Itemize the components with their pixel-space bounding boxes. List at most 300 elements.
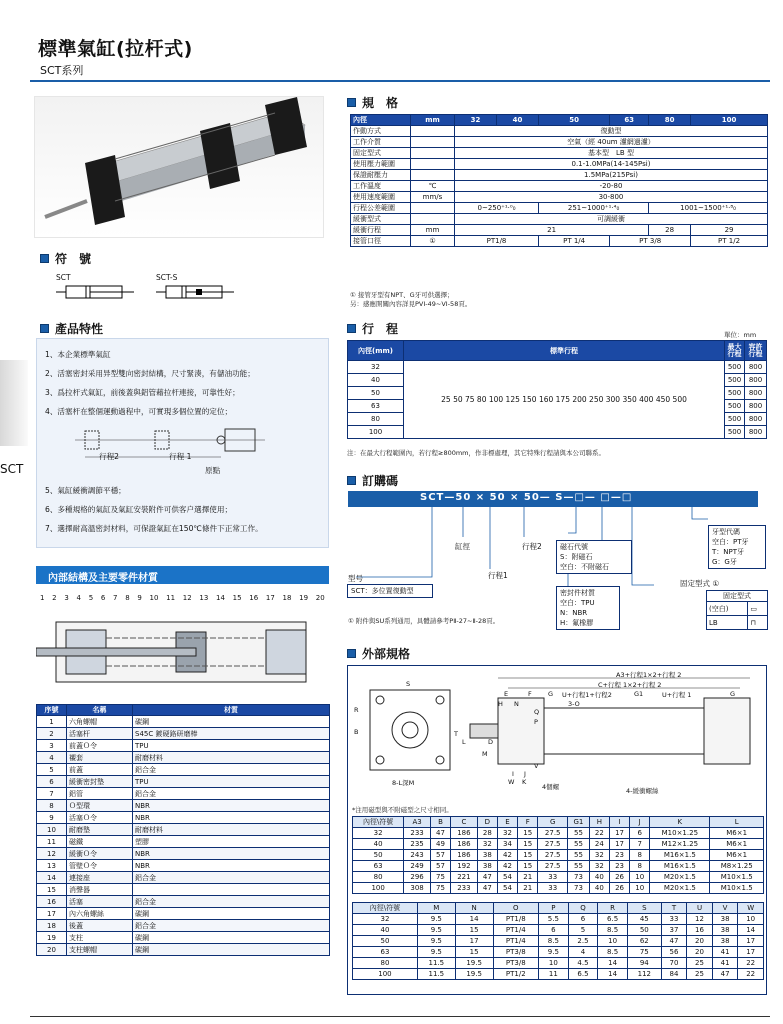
part-material: NBR xyxy=(133,812,330,824)
parts-banner: 內部結構及主要零件材質 xyxy=(36,566,329,584)
spec-value: 復動型 xyxy=(455,126,768,137)
tolerance-3: 1001~1500⁺¹·⁸₀ xyxy=(649,203,768,214)
dim-value: 32 xyxy=(477,839,497,850)
dim-value: 73 xyxy=(568,883,590,894)
dim-value: 15 xyxy=(455,947,493,958)
specs-h-32: 32 xyxy=(455,115,497,126)
dim-value: 15 xyxy=(518,828,538,839)
col-no: 序號 xyxy=(37,705,67,716)
specs-h-100: 100 xyxy=(691,115,768,126)
part-no: 2 xyxy=(37,728,67,740)
port-unit: ① xyxy=(411,236,455,247)
dim-u-total: U+行程1+行程2 xyxy=(562,691,612,699)
stroke-h-allow: 容許行程 xyxy=(745,341,767,361)
buffer-stroke-2: 28 xyxy=(649,225,691,236)
dim-value: 41 xyxy=(712,947,738,958)
stroke-h-bore: 內徑(mm) xyxy=(348,341,404,361)
dim-value: 4 xyxy=(568,947,598,958)
stroke-allow: 800 xyxy=(745,426,767,439)
dim-8l: 8-L深M xyxy=(392,779,415,787)
dim-g-right: G xyxy=(730,690,736,698)
dim-p: P xyxy=(534,718,538,726)
part-name: 六角螺帽 xyxy=(67,716,133,728)
stroke-standard-list: 25 50 75 80 100 125 150 160 175 200 250 300 350 400 450 500 xyxy=(404,361,725,439)
dimension-labels xyxy=(346,666,766,800)
scts-symbol-icon xyxy=(156,283,236,301)
cross-section-drawing xyxy=(36,594,329,698)
part-number: 15 xyxy=(232,594,242,602)
part-no: 12 xyxy=(37,848,67,860)
part-material: 碳鋼 xyxy=(133,908,330,920)
parts-row xyxy=(37,848,330,860)
part-name: 緩衝密封墊 xyxy=(67,776,133,788)
dim-value: 94 xyxy=(627,958,661,969)
spec-label: 工作介質 xyxy=(351,137,411,148)
dim-value: 15 xyxy=(518,850,538,861)
specs-row xyxy=(351,137,768,148)
stroke-heading-text: 行 程 xyxy=(362,322,399,336)
dim-value: 23 xyxy=(609,861,629,872)
dim-value: 19.5 xyxy=(455,969,493,980)
specs-h-63: 63 xyxy=(610,115,649,126)
dim-row xyxy=(353,925,764,936)
dim-value: 27.5 xyxy=(538,850,568,861)
dim-value: 6 xyxy=(630,828,650,839)
dim-value: 22 xyxy=(589,828,609,839)
dim-col-header: K xyxy=(650,817,710,828)
thread-box xyxy=(708,525,766,569)
dim-value: M20×1.5 xyxy=(650,872,710,883)
diagram-label-stroke2: 行程2 xyxy=(99,452,120,461)
part-material: TPU xyxy=(133,740,330,752)
parts-row xyxy=(37,944,330,956)
parts-row xyxy=(37,716,330,728)
dim-value: 9.5 xyxy=(539,947,569,958)
part-name: 前蓋 xyxy=(67,764,133,776)
part-name: 支柱 xyxy=(67,932,133,944)
mount-mark: ① xyxy=(712,579,720,588)
stroke-header-row xyxy=(348,341,767,361)
dim-value: 9.5 xyxy=(417,925,455,936)
dim-value: M10×1.25 xyxy=(650,828,710,839)
dim-value: 57 xyxy=(430,850,450,861)
part-number: 4 xyxy=(76,594,81,602)
part-material xyxy=(133,884,330,896)
dim-value: 20 xyxy=(687,936,713,947)
dim-t: T xyxy=(454,730,458,738)
parts-table-header xyxy=(37,705,330,716)
feature-item: 4、活塞杆在整個運動過程中，可實現多個位置的定位； xyxy=(45,407,233,416)
side-label: SCT xyxy=(0,462,24,476)
part-no: 20 xyxy=(37,944,67,956)
dim-3o: 3-O xyxy=(568,700,580,708)
dim-value: 55 xyxy=(568,861,590,872)
dim-value: 17 xyxy=(609,828,629,839)
dim-value: 27.5 xyxy=(538,828,568,839)
specs-buffer-stroke-row xyxy=(351,225,768,236)
specs-heading xyxy=(347,94,398,111)
specs-buffer-row xyxy=(351,214,768,225)
spec-label: 保證耐壓力 xyxy=(351,170,411,181)
dim-value: 308 xyxy=(404,883,431,894)
dim-value: 32 xyxy=(589,850,609,861)
section-bullet-icon xyxy=(40,324,49,333)
part-name: 耐磨墊 xyxy=(67,824,133,836)
specs-row xyxy=(351,126,768,137)
symbol-label-sct: SCT xyxy=(56,273,71,282)
parts-row xyxy=(37,872,330,884)
part-no: 16 xyxy=(37,896,67,908)
part-material: 耐磨材料 xyxy=(133,824,330,836)
dim-g-left: G xyxy=(548,690,554,698)
dim-value: 47 xyxy=(477,872,497,883)
part-name: 鋁管 xyxy=(67,788,133,800)
order-code: SCT—50 × 50 × 50— S—□— □—□ xyxy=(420,492,633,503)
specs-table xyxy=(350,114,768,247)
dim-value: 34 xyxy=(497,839,517,850)
seal-box xyxy=(556,586,620,630)
part-material: 碳鋼 xyxy=(133,944,330,956)
feature-item: 3、爲拉杆式氣缸，前後蓋與鋁管藉拉杆連接，可靠性好； xyxy=(45,388,240,397)
dim-value: 21 xyxy=(518,872,538,883)
dim-col-header: S xyxy=(627,903,661,914)
features-panel xyxy=(36,338,329,548)
stroke-allow: 800 xyxy=(745,374,767,387)
part-number: 13 xyxy=(199,594,209,602)
part-material: 鋁合金 xyxy=(133,920,330,932)
dim-e: E xyxy=(504,690,509,698)
dim-4screw: 4個螺 xyxy=(542,783,560,791)
positioning-diagram-icon xyxy=(45,425,315,475)
parts-row xyxy=(37,824,330,836)
dim-g1: G1 xyxy=(634,690,644,698)
parts-row xyxy=(37,932,330,944)
dim-value: 8 xyxy=(630,861,650,872)
specs-row xyxy=(351,170,768,181)
dim-col-header: M xyxy=(417,903,455,914)
dim-row xyxy=(353,828,764,839)
col-name: 名稱 xyxy=(67,705,133,716)
section-bullet-icon xyxy=(347,649,356,658)
parts-row xyxy=(37,764,330,776)
dim-col-header: O xyxy=(493,903,538,914)
dim-col-header: U xyxy=(687,903,713,914)
dim-value: 47 xyxy=(661,936,687,947)
dim-value: 40 xyxy=(589,883,609,894)
dim-value: 33 xyxy=(538,883,568,894)
part-material: 碳鋼 xyxy=(133,716,330,728)
section-bullet-icon xyxy=(40,254,49,263)
part-material: NBR xyxy=(133,800,330,812)
port-1: PT1/8 xyxy=(455,236,539,247)
symbol-heading-text: 符 號 xyxy=(55,252,92,266)
spec-value: 30-800 xyxy=(455,192,768,203)
spec-value: 基本型 LB 型 xyxy=(455,148,768,159)
part-number: 2 xyxy=(52,594,57,602)
dim-value: 47 xyxy=(430,828,450,839)
spec-unit xyxy=(411,170,455,181)
stroke-h-standard: 標準行程 xyxy=(404,341,725,361)
spec-value: 0.1-1.0MPa(14-145Psi) xyxy=(455,159,768,170)
dim-value: 26 xyxy=(609,872,629,883)
tolerance-label: 行程公差範圍 xyxy=(351,203,411,214)
parts-row xyxy=(37,776,330,788)
stroke-allow: 800 xyxy=(745,413,767,426)
parts-row xyxy=(37,920,330,932)
specs-h-50: 50 xyxy=(539,115,610,126)
part-number: 17 xyxy=(265,594,275,602)
part-no: 3 xyxy=(37,740,67,752)
part-number: 16 xyxy=(249,594,259,602)
order-label-bore: 缸徑 xyxy=(455,542,470,551)
dim-value: 6.5 xyxy=(598,914,628,925)
section-bullet-icon xyxy=(347,324,356,333)
dim-d: D xyxy=(488,738,494,746)
stroke-note: 注：在最大行程範圍內，若行程≥800mm，作非標處理，其它特殊行程請與本公司聯系。 xyxy=(347,449,606,457)
stroke-max: 500 xyxy=(725,413,745,426)
dim-col-header: I xyxy=(609,817,629,828)
specs-row xyxy=(351,159,768,170)
dim-value: 47 xyxy=(712,969,738,980)
dim-value: M6×1 xyxy=(710,850,764,861)
diagram-label-origin: 原點 xyxy=(205,466,221,475)
spec-unit xyxy=(411,159,455,170)
outer-note: *注用磁型與不附磁型之尺寸相同。 xyxy=(352,806,453,814)
dim-value: 10 xyxy=(539,958,569,969)
dim-bore: 63 xyxy=(353,947,418,958)
part-name: 管壁Ｏ令 xyxy=(67,860,133,872)
dim-value: 40 xyxy=(589,872,609,883)
dim-row xyxy=(353,958,764,969)
stroke-max: 500 xyxy=(725,374,745,387)
dim-value: PT1/4 xyxy=(493,936,538,947)
dim-value: 14 xyxy=(455,914,493,925)
dim-value: 16 xyxy=(687,925,713,936)
magnet-option-s: S：附磁石 xyxy=(560,553,593,561)
dim-w: W xyxy=(508,778,515,786)
part-material: 鋁合金 xyxy=(133,872,330,884)
dim-value: 8.5 xyxy=(598,947,628,958)
dim-col-header: W xyxy=(738,903,764,914)
parts-row xyxy=(37,800,330,812)
dim-bore: 40 xyxy=(353,925,418,936)
part-name: 前蓋Ｏ令 xyxy=(67,740,133,752)
dim-value: 17 xyxy=(738,936,764,947)
dim-value: 233 xyxy=(451,883,478,894)
specs-header-row xyxy=(351,115,768,126)
spec-value: 1.5MPa(215Psi) xyxy=(455,170,768,181)
dim-bore: 80 xyxy=(353,872,404,883)
dim-value: 42 xyxy=(497,850,517,861)
features-heading xyxy=(40,320,103,337)
part-name: 活塞杆 xyxy=(67,728,133,740)
dim-value: PT3/8 xyxy=(493,958,538,969)
part-material: 鋁合金 xyxy=(133,764,330,776)
buffer-stroke-1: 21 xyxy=(455,225,649,236)
dim-value: 38 xyxy=(712,914,738,925)
dim-value: 27.5 xyxy=(538,861,568,872)
order-label-stroke1: 行程1 xyxy=(488,571,508,580)
order-label-stroke2: 行程2 xyxy=(522,542,542,551)
dim-bore: 32 xyxy=(353,828,404,839)
spec-unit xyxy=(411,137,455,148)
dim-value: 55 xyxy=(568,850,590,861)
dim-value: 233 xyxy=(404,828,431,839)
dim-value: PT1/2 xyxy=(493,969,538,980)
part-name: 後蓋 xyxy=(67,920,133,932)
magnet-title: 磁石代號 xyxy=(560,542,628,552)
dim-value: 75 xyxy=(627,947,661,958)
part-material: TPU xyxy=(133,776,330,788)
port-label: 接管口徑 xyxy=(351,236,411,247)
stroke-max: 500 xyxy=(725,426,745,439)
dim-value: 249 xyxy=(404,861,431,872)
stroke-h-max: 最大行程 xyxy=(725,341,745,361)
feature-diagram xyxy=(45,425,320,477)
dim-value: 243 xyxy=(404,850,431,861)
stroke-bore: 40 xyxy=(348,374,404,387)
spec-unit xyxy=(411,148,455,159)
dim-value: PT1/4 xyxy=(493,925,538,936)
dim-value: 22 xyxy=(738,969,764,980)
dim-value: 38 xyxy=(477,861,497,872)
part-no: 7 xyxy=(37,788,67,800)
dim-value: 37 xyxy=(661,925,687,936)
dim-row xyxy=(353,947,764,958)
thread-option-npt: T：NPT牙 xyxy=(712,548,745,556)
part-no: 19 xyxy=(37,932,67,944)
dim-value: M6×1 xyxy=(710,839,764,850)
dim-col-header: G xyxy=(538,817,568,828)
stroke-bore: 80 xyxy=(348,413,404,426)
dimension-table-2 xyxy=(352,902,764,980)
dim-value: 24 xyxy=(589,839,609,850)
dim-value: 54 xyxy=(497,872,517,883)
specs-h-unit: mm xyxy=(411,115,455,126)
stroke-bore: 63 xyxy=(348,400,404,413)
part-number: 7 xyxy=(113,594,118,602)
part-number: 12 xyxy=(182,594,192,602)
dim-value: 15 xyxy=(455,925,493,936)
stroke-bore: 50 xyxy=(348,387,404,400)
dim-value: 10 xyxy=(738,914,764,925)
dim-col-header: N xyxy=(455,903,493,914)
mount-basic-icon: ▭ xyxy=(748,602,768,616)
dim-value: M10×1.5 xyxy=(710,872,764,883)
dim-col-header: T xyxy=(661,903,687,914)
dim-value: 14 xyxy=(598,958,628,969)
dim-value: 22 xyxy=(738,958,764,969)
dim-value: 75 xyxy=(430,872,450,883)
dim-col-header: C xyxy=(451,817,478,828)
dim-bore: 50 xyxy=(353,850,404,861)
part-no: 14 xyxy=(37,872,67,884)
dimension-table-1 xyxy=(352,816,764,894)
outer-heading-text: 外部規格 xyxy=(362,647,411,661)
dim-value: 38 xyxy=(477,850,497,861)
col-material: 材質 xyxy=(133,705,330,716)
dim-value: 32 xyxy=(589,861,609,872)
dim-col-header: R xyxy=(598,903,628,914)
dim-k: K xyxy=(522,778,527,786)
mount-title xyxy=(680,578,719,589)
section-bullet-icon xyxy=(347,98,356,107)
part-material: 耐磨材料 xyxy=(133,752,330,764)
part-no: 18 xyxy=(37,920,67,932)
sct-symbol-icon xyxy=(56,283,136,301)
page-subtitle: SCT系列 xyxy=(40,64,84,77)
cylinder-cross-section-icon xyxy=(36,602,329,692)
dim-value: 21 xyxy=(518,883,538,894)
part-name: 磁鐵 xyxy=(67,836,133,848)
part-name: 緩衝Ｏ令 xyxy=(67,848,133,860)
dim-col-header: L xyxy=(710,817,764,828)
spec-label: 使用速度範圍 xyxy=(351,192,411,203)
dim-value: 42 xyxy=(497,861,517,872)
part-material: 塑膠 xyxy=(133,836,330,848)
feature-item: 5、氣缸緩衝調節平穩； xyxy=(45,486,126,495)
seal-title: 密封件材質 xyxy=(560,589,595,597)
part-material: NBR xyxy=(133,860,330,872)
thread-title: 牙型代碼 xyxy=(712,528,740,536)
stroke-allow: 800 xyxy=(745,400,767,413)
dim-value: PT1/8 xyxy=(493,914,538,925)
part-no: 6 xyxy=(37,776,67,788)
part-material: 碳鋼 xyxy=(133,932,330,944)
dim-bore: 32 xyxy=(353,914,418,925)
dim-value: 14 xyxy=(598,969,628,980)
part-name: 連接座 xyxy=(67,872,133,884)
specs-row xyxy=(351,148,768,159)
dim-value: 45 xyxy=(627,914,661,925)
stroke-allow: 800 xyxy=(745,361,767,374)
specs-h-bore: 內徑 xyxy=(351,115,411,126)
specs-h-80: 80 xyxy=(649,115,691,126)
tolerance-1: 0~250⁺¹·⁰₀ xyxy=(455,203,539,214)
dim-value: 4.5 xyxy=(568,958,598,969)
magnet-box xyxy=(556,540,632,574)
spec-label: 作動方式 xyxy=(351,126,411,137)
dim-value: 17 xyxy=(609,839,629,850)
dim-l: L xyxy=(462,738,466,746)
specs-row xyxy=(351,181,768,192)
dim-col-header: J xyxy=(630,817,650,828)
dim-value: 62 xyxy=(627,936,661,947)
dim-value: 41 xyxy=(712,958,738,969)
dim-value: 26 xyxy=(609,883,629,894)
dim-value: 25 xyxy=(687,969,713,980)
stroke-max: 500 xyxy=(725,387,745,400)
dim-row xyxy=(353,850,764,861)
dim-value: 33 xyxy=(538,872,568,883)
stroke-row xyxy=(348,361,767,374)
part-material: 鋁合金 xyxy=(133,896,330,908)
dim-value: 221 xyxy=(451,872,478,883)
dim-value: 75 xyxy=(430,883,450,894)
parts-row xyxy=(37,740,330,752)
part-number: 8 xyxy=(125,594,130,602)
section-bullet-icon xyxy=(347,476,356,485)
part-no: 4 xyxy=(37,752,67,764)
dim-value: 20 xyxy=(687,947,713,958)
dim-value: M8×1.25 xyxy=(710,861,764,872)
dim-row xyxy=(353,883,764,894)
mount-lb: LB xyxy=(707,616,748,630)
order-heading-text: 訂購碼 xyxy=(362,474,399,488)
dim-bore: 100 xyxy=(353,883,404,894)
dim-value: 32 xyxy=(497,828,517,839)
dim-value: 11.5 xyxy=(417,958,455,969)
